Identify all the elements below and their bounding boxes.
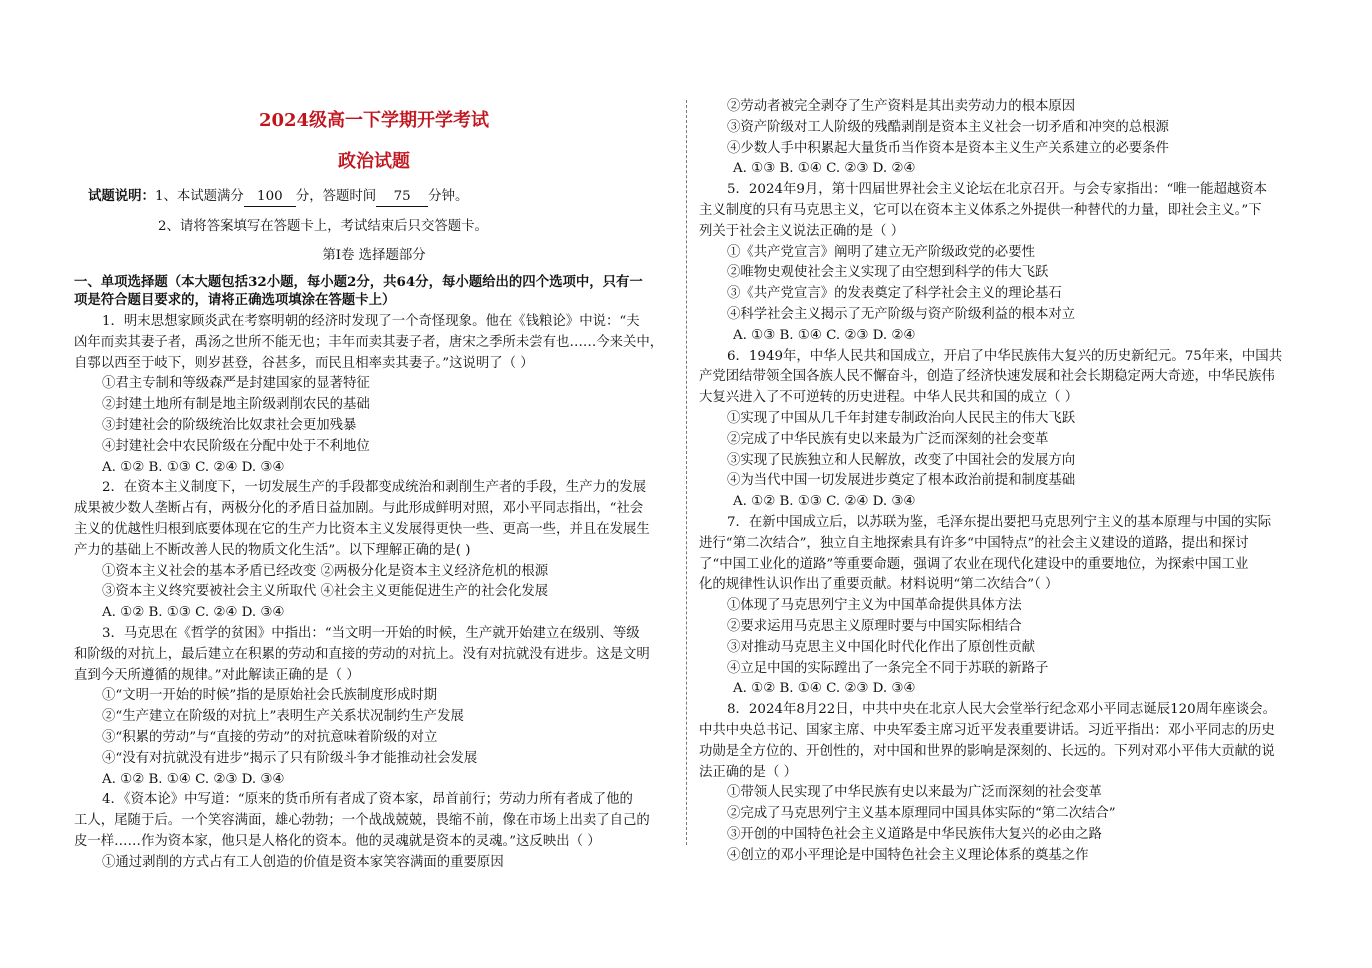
- question-line: ①通过剥削的方式占有工人创造的价值是资本家笑容满面的重要原因: [102, 854, 504, 870]
- question-line: 中共中央总书记、国家主席、中央军委主席习近平发表重要讲话。习近平指出：邓小平同志的历史: [699, 723, 1275, 738]
- part-header-line: 一、单项选择题（本大题包括32小题，每小题2分，共64分，每小题给出的四个选项中，只有一: [74, 274, 643, 290]
- question-line: 皮一样……作为资本家，他只是人格化的资本。他的灵魂就是资本的灵魂。”这反映出（ ）: [74, 834, 601, 849]
- question-line: A. ①③ B. ①④ C. ②③ D. ②④: [733, 161, 916, 177]
- question-line: ③实现了民族独立和人民解放，改变了中国社会的发展方向: [727, 452, 1076, 468]
- question-line: ②封建土地所有制是地主阶级剥削农民的基础: [102, 397, 370, 413]
- question-line: 凶年而卖其妻子者，禹汤之世所不能无也；丰年而卖其妻子者，唐宋之季所未尝有也……今来关中，: [74, 334, 664, 350]
- question-line: 进行“第二次结合”，独立自主地探索具有许多“中国特点”的社会主义建设的道路，提出和探讨: [699, 535, 1249, 551]
- question-line: ④科学社会主义揭示了无产阶级与资产阶级利益的根本对立: [727, 307, 1076, 322]
- question-line: 化的规律性认识作出了重要贡献。材料说明“第二次结合”（ ）: [699, 577, 1059, 593]
- column-divider: [686, 100, 687, 845]
- time-value: 75: [376, 188, 428, 207]
- question-line: 产力的基础上不断改善人民的物质文化生活”。以下理解正确的是( ): [74, 542, 471, 558]
- question-line: ③“积累的劳动”与“直接的劳动”的对抗意味着阶级的对立: [102, 730, 438, 745]
- question-line: 列关于社会主义说法正确的是（ ）: [699, 223, 905, 239]
- question-line: 和阶级的对抗上，最后建立在积累的劳动和直接的劳动的对抗上。没有对抗就没有进步。这是文明: [74, 646, 650, 662]
- instruction-label: 试题说明：: [88, 188, 155, 204]
- question-line: ④少数人手中积累起大量货币当作资本是资本主义生产关系建立的必要条件: [727, 140, 1169, 156]
- question-line: 3．马克思在《哲学的贫困》中指出：“当文明一开始的时候，生产就开始建立在级别、等级: [102, 626, 640, 641]
- question-line: ④“没有对抗就没有进步”揭示了只有阶级斗争才能推动社会发展: [102, 750, 478, 766]
- question-line: 直到今天所遵循的规律。”对此解读正确的是（ ）: [74, 667, 360, 683]
- question-line: 主义的优越性归根到底要体现在它的生产力比资本主义发展得更快一些、更高一些，并且在发展生: [74, 522, 650, 537]
- question-line: 法正确的是（ ）: [699, 764, 797, 780]
- question-line: 大复兴进入了不可逆转的历史进程。中华人民共和国的成立（ ）: [699, 390, 1079, 406]
- question-line: ①《共产党宣言》阐明了建立无产阶级政党的必要性: [727, 244, 1035, 260]
- question-line: 自鄠以西至于岐下，则岁甚登，谷甚多，而民且相率卖其妻子。”这说明了（ ）: [74, 355, 534, 371]
- question-line: ①体现了马克思列宁主义为中国革命提供具体方法: [727, 598, 1022, 614]
- question-line: 7．在新中国成立后，以苏联为鉴，毛泽东提出要把马克思列宁主义的基本原理与中国的实际: [727, 515, 1272, 530]
- question-line: 8．2024年8月22日，中共中央在北京人民大会堂举行纪念邓小平同志诞辰120周年座谈会。: [727, 702, 1276, 718]
- question-line: ④为当代中国一切发展进步奠定了根本政治前提和制度基础: [727, 473, 1076, 489]
- question-line: ②唯物史观使社会主义实现了由空想到科学的伟大飞跃: [727, 265, 1049, 281]
- question-line: ③对推动马克思主义中国化时代化作出了原创性贡献: [727, 639, 1035, 655]
- question-line: 功勋是全方位的、开创性的，对中国和世界的影响是深刻的、长远的。下列对邓小平伟大贡献的说: [699, 743, 1275, 759]
- part-header-line: 项是符合题目要求的，请将正确选项填涂在答题卡上）: [74, 292, 396, 308]
- question-line: 了“中国工业化的道路”等重要命题，强调了农业在现代化建设中的重要地位，为探索中国工业: [699, 556, 1249, 572]
- instruction-line-2: 2、请将答案填写在答题卡上，考试结束后只交答题卡。: [158, 219, 488, 234]
- question-line: ②“生产建立在阶级的对抗上”表明生产关系状况制约生产发展: [102, 709, 464, 725]
- question-line: ④创立的邓小平理论是中国特色社会主义理论体系的奠基之作: [727, 847, 1089, 863]
- question-line: ①带领人民实现了中华民族有史以来最为广泛而深刻的社会变革: [727, 785, 1102, 801]
- exam-title: 2024级高一下学期开学考试: [258, 110, 490, 131]
- question-line: 2．在资本主义制度下，一切发展生产的手段都变成统治和剥削生产者的手段，生产力的发展: [102, 480, 647, 496]
- question-line: ②要求运用马克思主义原理时要与中国实际相结合: [727, 619, 1022, 634]
- question-line: 6．1949年，中华人民共和国成立，开启了中华民族伟大复兴的历史新纪元。75年来，中国共: [727, 348, 1283, 364]
- question-line: A. ①② B. ①④ C. ②③ D. ③④: [102, 771, 285, 787]
- question-line: 主义制度的只有马克思主义，它可以在资本主义体系之外提供一种替代的力量，即社会主义。”下: [699, 203, 1262, 218]
- question-line: A. ①③ B. ①④ C. ②③ D. ②④: [733, 327, 916, 343]
- question-line: ③资产阶级对工人阶级的残酷剥削是资本主义社会一切矛盾和冲突的总根源: [727, 119, 1169, 135]
- question-line: ③封建社会的阶级统治比奴隶社会更加残暴: [102, 418, 357, 433]
- question-line: 4．《资本论》中写道：“原来的货币所有者成了资本家，昂首前行；劳动力所有者成了他的: [102, 792, 633, 808]
- question-line: ①君主专制和等级森严是封建国家的显著特征: [102, 376, 370, 392]
- question-line: A. ①② B. ①③ C. ②④ D. ③④: [102, 605, 285, 621]
- question-line: ②完成了中华民族有史以来最为广泛而深刻的社会变革: [727, 431, 1049, 447]
- question-line: 工人，尾随于后。一个笑容满面，雄心勃勃；一个战战兢兢，畏缩不前，像在市场上出卖了自己的: [74, 813, 650, 829]
- question-line: ①“文明一开始的时候”指的是原始社会氏族制度形成时期: [102, 688, 438, 704]
- question-line: 5．2024年9月，第十四届世界社会主义论坛在北京召开。与会专家指出：“唯一能超越资本: [727, 182, 1268, 198]
- question-line: ②劳动者被完全剥夺了生产资料是其出卖劳动力的根本原因: [727, 99, 1076, 114]
- question-line: ②完成了马克思列宁主义基本原理同中国具体实际的“第二次结合”: [727, 806, 1116, 822]
- question-line: ①资本主义社会的基本矛盾已经改变 ②两极分化是资本主义经济危机的根源: [102, 563, 549, 579]
- instruction-line-1: 试题说明：1、本试题满分 100 分，答题时间 75 分钟。: [88, 187, 468, 207]
- question-line: ④立足中国的实际蹚出了一条完全不同于苏联的新路子: [727, 660, 1049, 676]
- question-line: 产党团结带领全国各族人民不懈奋斗，创造了经济快速发展和社会长期稳定两大奇迹，中华民族伟: [699, 369, 1275, 385]
- question-line: ③开创的中国特色社会主义道路是中华民族伟大复兴的必由之路: [727, 827, 1102, 842]
- question-line: 1．明末思想家顾炎武在考察明朝的经济时发现了一个奇怪现象。他在《钱粮论》中说：“夫: [102, 314, 640, 329]
- question-line: ③资本主义终究要被社会主义所取代 ④社会主义更能促进生产的社会化发展: [102, 584, 549, 600]
- question-line: A. ①② B. ①④ C. ②③ D. ③④: [733, 681, 916, 697]
- question-line: ④封建社会中农民阶级在分配中处于不利地位: [102, 438, 370, 454]
- question-line: ①实现了中国从几千年封建专制政治向人民民主的伟大飞跃: [727, 411, 1076, 426]
- score-value: 100: [244, 188, 296, 207]
- question-line: ③《共产党宣言》的发表奠定了科学社会主义的理论基石: [727, 286, 1062, 302]
- question-line: A. ①② B. ①③ C. ②④ D. ③④: [733, 494, 916, 510]
- exam-subtitle: 政治试题: [338, 151, 410, 172]
- question-line: 成果被少数人垄断占有，两极分化的矛盾日益加剧。与此形成鲜明对照，邓小平同志指出，“社会: [74, 501, 644, 517]
- section-title: 第Ⅰ卷 选择题部分: [322, 248, 426, 263]
- question-line: A. ①② B. ①③ C. ②④ D. ③④: [102, 459, 285, 475]
